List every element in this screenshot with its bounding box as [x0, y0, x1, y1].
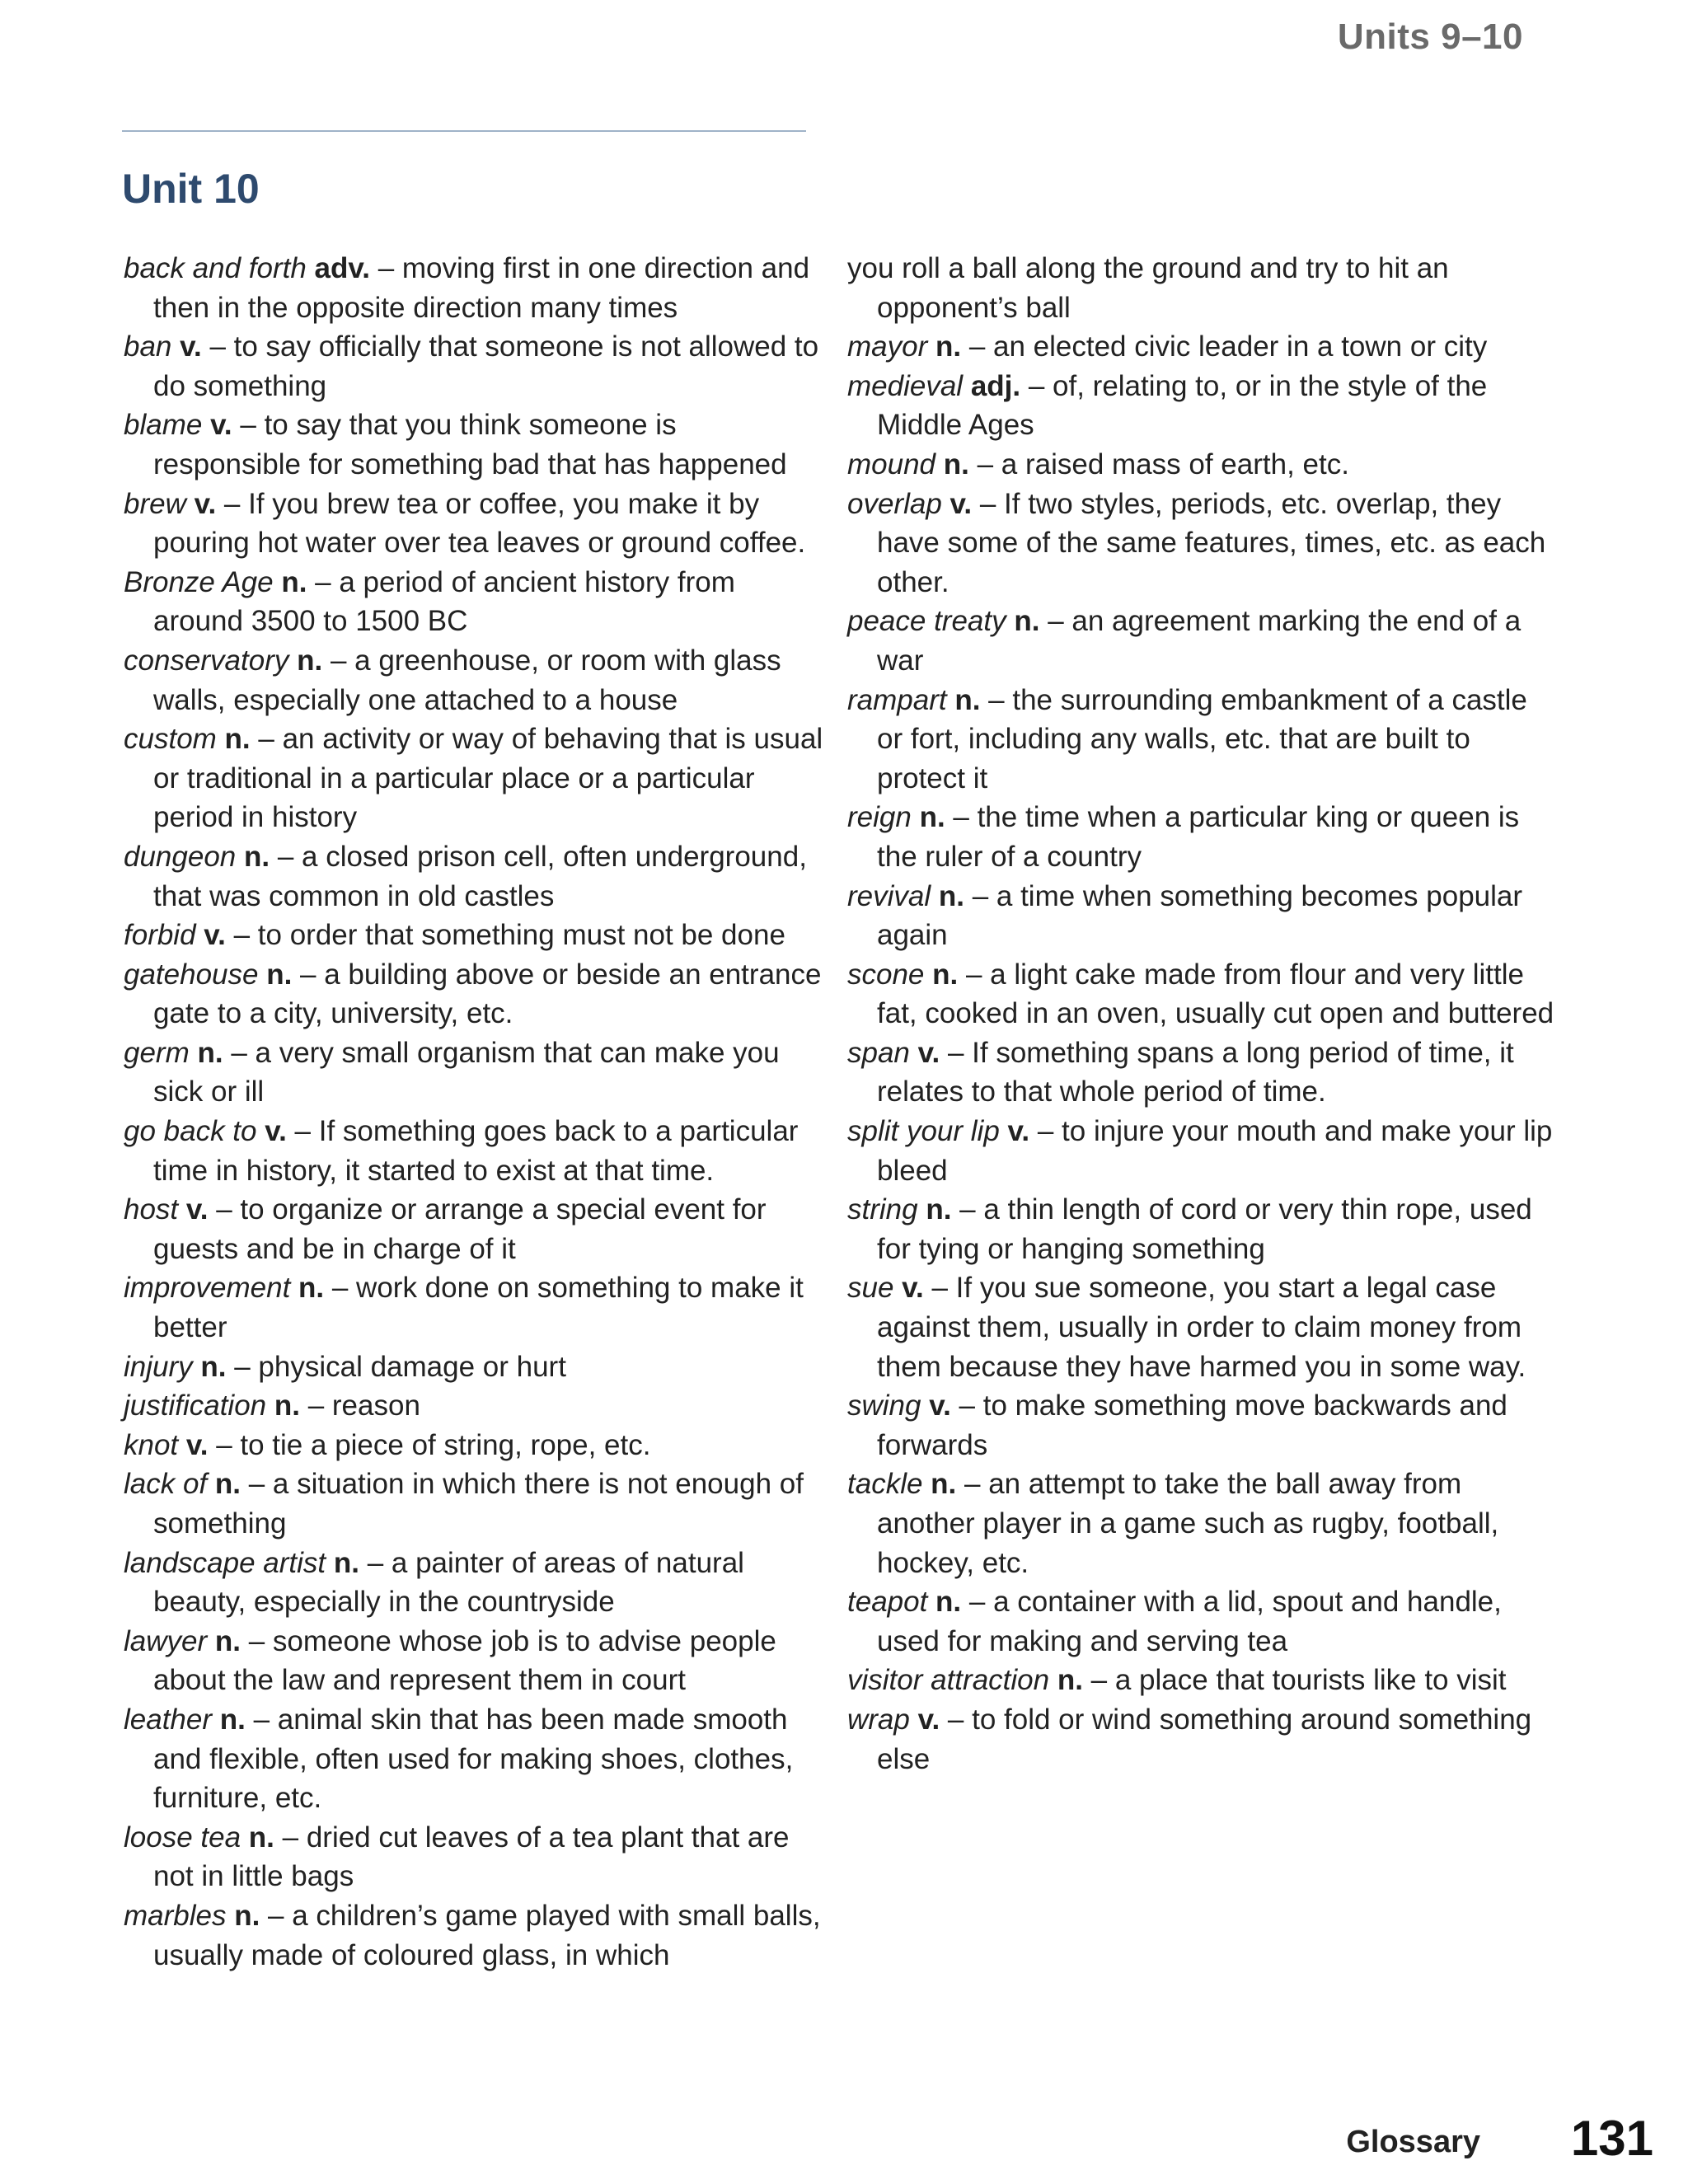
glossary-definition: – an activity or way of behaving that is usual or traditional in a particular place or a particular period in history	[153, 723, 823, 834]
glossary-term: sue	[847, 1272, 894, 1305]
glossary-entry	[847, 327, 1556, 367]
part-of-speech: n.	[219, 1703, 246, 1736]
part-of-speech: v.	[950, 487, 973, 520]
glossary-entry	[124, 1347, 824, 1387]
part-of-speech: n.	[298, 1272, 325, 1305]
glossary-term: medieval	[847, 369, 964, 402]
part-of-speech: n.	[954, 683, 981, 716]
glossary-term: go back to	[124, 1115, 257, 1148]
footer-section-label: Glossary	[1346, 2125, 1480, 2159]
glossary-term: peace treaty	[847, 605, 1006, 638]
part-of-speech: v.	[929, 1390, 951, 1422]
part-of-speech: n.	[935, 330, 962, 363]
glossary-column-right	[847, 249, 1556, 1779]
glossary-definition: – to organize or arrange a special event for guests and be in charge of it	[153, 1193, 767, 1265]
part-of-speech: n.	[200, 1350, 227, 1383]
glossary-entry	[847, 1112, 1556, 1190]
glossary-term: span	[847, 1036, 910, 1069]
glossary-term: leather	[124, 1703, 213, 1736]
part-of-speech: n.	[297, 644, 323, 677]
glossary-term: germ	[124, 1036, 190, 1069]
part-of-speech: adv.	[314, 252, 370, 284]
glossary-column-left	[124, 249, 824, 1975]
part-of-speech: adj.	[970, 369, 1021, 402]
part-of-speech: n.	[919, 801, 945, 834]
glossary-entry	[847, 1268, 1556, 1386]
glossary-definition: – dried cut leaves of a tea plant that are not in little bags	[153, 1821, 790, 1893]
glossary-term: knot	[124, 1428, 179, 1461]
glossary-term: blame	[124, 409, 203, 442]
part-of-speech: n.	[938, 879, 964, 912]
glossary-term: reign	[847, 801, 912, 834]
glossary-definition: – to say officially that someone is not allowed to do something	[153, 330, 819, 402]
part-of-speech: n.	[935, 1586, 962, 1619]
part-of-speech: n.	[931, 1468, 957, 1501]
glossary-definition: – an attempt to take the ball away from another player in a game such as rugby, football, hockey, etc.	[877, 1468, 1499, 1579]
glossary-term: ban	[124, 330, 172, 363]
unit-title: Unit 10	[122, 166, 260, 212]
glossary-term: tackle	[847, 1468, 923, 1501]
glossary-entry	[847, 1033, 1556, 1112]
part-of-speech: v.	[917, 1036, 940, 1069]
glossary-definition: – animal skin that has been made smooth and flexible, often used for making shoes, clothes, furniture, etc.	[153, 1703, 794, 1815]
glossary-term: marbles	[124, 1899, 227, 1932]
units-heading: Units 9–10	[1337, 16, 1523, 57]
glossary-definition: – a children’s game played with small balls, usually made of coloured glass, in which	[153, 1899, 821, 1971]
glossary-definition: – to tie a piece of string, rope, etc.	[208, 1428, 651, 1461]
part-of-speech: n.	[197, 1036, 223, 1069]
part-of-speech: v.	[194, 487, 217, 520]
glossary-term: revival	[847, 879, 931, 912]
glossary-term: brew	[124, 487, 186, 520]
glossary-entry	[124, 1033, 824, 1112]
glossary-definition: – a very small organism that can make you sick or ill	[153, 1036, 780, 1108]
glossary-entry	[124, 1818, 824, 1896]
glossary-definition: – a closed prison cell, often underground, that was common in old castles	[153, 840, 807, 912]
glossary-term: gatehouse	[124, 958, 259, 991]
part-of-speech: v.	[902, 1272, 924, 1305]
part-of-speech: n.	[248, 1821, 274, 1854]
glossary-term: mound	[847, 448, 936, 480]
glossary-definition: – a light cake made from flour and very little fat, cooked in an oven, usually cut open and buttered	[877, 958, 1554, 1030]
glossary-entry	[124, 837, 824, 916]
glossary-entry	[124, 1190, 824, 1268]
glossary-entry	[847, 681, 1556, 799]
glossary-definition: – the surrounding embankment of a castle or fort, including any walls, etc. that are built to protect it	[877, 683, 1527, 794]
glossary-entry	[124, 327, 824, 405]
glossary-entry	[847, 1465, 1556, 1582]
part-of-speech: n.	[281, 565, 307, 598]
glossary-definition: – moving first in one direction and then in the opposite direction many times	[153, 252, 810, 324]
glossary-entry	[847, 877, 1556, 955]
glossary-entry	[847, 485, 1556, 602]
glossary-term: overlap	[847, 487, 942, 520]
glossary-term: injury	[124, 1350, 193, 1383]
glossary-definition: – a raised mass of earth, etc.	[968, 448, 1349, 480]
glossary-definition: – physical damage or hurt	[226, 1350, 566, 1383]
glossary-term: loose tea	[124, 1821, 241, 1854]
glossary-definition: – a container with a lid, spout and handle, used for making and serving tea	[877, 1586, 1502, 1657]
glossary-definition: – to injure your mouth and make your lip bleed	[877, 1115, 1553, 1187]
glossary-term: justification	[124, 1390, 267, 1422]
glossary-term: custom	[124, 723, 217, 756]
glossary-definition: – work done on something to make it better	[153, 1272, 804, 1344]
glossary-term: string	[847, 1193, 918, 1226]
glossary-definition: – a thin length of cord or very thin rope, used for tying or hanging something	[877, 1193, 1532, 1265]
glossary-definition: – a painter of areas of natural beauty, especially in the countryside	[153, 1546, 744, 1619]
glossary-entry	[847, 445, 1556, 485]
glossary-entry	[124, 249, 824, 327]
glossary-entry	[124, 1268, 824, 1347]
part-of-speech: v.	[917, 1703, 940, 1736]
glossary-definition: – If you sue someone, you start a legal case against them, usually in order to claim money from them because they have harmed you in some way.	[877, 1272, 1526, 1383]
glossary-entry	[124, 1896, 824, 1975]
glossary-entry	[124, 563, 824, 641]
glossary-entry	[124, 405, 824, 484]
glossary-entry	[847, 955, 1556, 1033]
glossary-definition: – reason	[299, 1390, 420, 1422]
page-number: 131	[1570, 2111, 1653, 2166]
part-of-speech: v.	[265, 1115, 287, 1148]
section-divider	[122, 130, 806, 132]
glossary-entries-right	[847, 327, 1556, 1779]
part-of-speech: n.	[333, 1546, 359, 1579]
glossary-entry	[847, 1700, 1556, 1779]
glossary-definition: – of, relating to, or in the style of the Middle Ages	[877, 369, 1488, 442]
glossary-definition: – to say that you think someone is responsible for something bad that has happened	[153, 409, 787, 480]
glossary-entry	[124, 1544, 824, 1622]
part-of-speech: n.	[214, 1624, 241, 1657]
glossary-entry	[124, 1622, 824, 1700]
glossary-entry	[847, 602, 1556, 680]
glossary-definition: – to make something move backwards and forwards	[877, 1390, 1507, 1461]
part-of-speech: n.	[266, 958, 293, 991]
part-of-speech: v.	[185, 1193, 209, 1226]
glossary-definition: – to fold or wind something around something else	[877, 1703, 1532, 1775]
part-of-speech: v.	[204, 919, 226, 952]
glossary-term: conservatory	[124, 644, 289, 677]
glossary-definition: – an agreement marking the end of a war	[877, 605, 1522, 677]
part-of-speech: n.	[1014, 605, 1040, 638]
glossary-term: improvement	[124, 1272, 291, 1305]
part-of-speech: n.	[244, 840, 270, 873]
glossary-term: lack of	[124, 1468, 208, 1501]
glossary-entry	[847, 1661, 1556, 1700]
glossary-term: Bronze Age	[124, 565, 274, 598]
glossary-term: swing	[847, 1390, 921, 1422]
glossary-entry	[847, 1582, 1556, 1661]
glossary-term: rampart	[847, 683, 947, 716]
part-of-speech: n.	[932, 958, 959, 991]
part-of-speech: v.	[180, 330, 202, 363]
part-of-speech: v.	[1007, 1115, 1030, 1148]
glossary-term: teapot	[847, 1586, 928, 1619]
glossary-definition: – If you brew tea or coffee, you make it by pouring hot water over tea leaves or ground coffee.	[153, 487, 806, 560]
glossary-entry	[847, 798, 1556, 876]
glossary-term: forbid	[124, 919, 196, 952]
part-of-speech: n.	[1057, 1664, 1083, 1697]
glossary-definition: – If something spans a long period of time, it relates to that whole period of time.	[877, 1036, 1514, 1108]
glossary-entry-continuation: you roll a ball along the ground and try to hit an opponent’s ball	[847, 252, 1449, 324]
part-of-speech: n.	[224, 723, 251, 756]
glossary-definition: – If something goes back to a particular time in history, it started to exist at that time.	[153, 1115, 799, 1187]
glossary-entry	[124, 485, 824, 563]
glossary-definition: – a greenhouse, or room with glass walls, especially one attached to a house	[153, 644, 781, 716]
part-of-speech: n.	[943, 448, 969, 480]
part-of-speech: v.	[210, 409, 232, 442]
part-of-speech: n.	[274, 1390, 300, 1422]
glossary-definition: – to order that something must not be done	[225, 919, 785, 952]
part-of-speech: v.	[185, 1428, 209, 1461]
glossary-term: dungeon	[124, 840, 237, 873]
glossary-term: landscape artist	[124, 1546, 326, 1579]
glossary-definition: – an elected civic leader in a town or city	[961, 330, 1488, 363]
glossary-entry	[124, 1386, 824, 1426]
glossary-term: back and forth	[124, 252, 307, 284]
glossary-entry	[124, 955, 824, 1033]
glossary-definition: – a place that tourists like to visit	[1082, 1664, 1507, 1697]
glossary-definition: – a building above or beside an entrance gate to a city, university, etc.	[153, 958, 822, 1030]
glossary-definition: – the time when a particular king or queen is the ruler of a country	[877, 801, 1520, 873]
glossary-definition: – If two styles, periods, etc. overlap, they have some of the same features, times, etc. as each other.	[877, 487, 1546, 598]
part-of-speech: n.	[214, 1468, 241, 1501]
glossary-definition: – a period of ancient history from around 3500 to 1500 BC	[153, 565, 735, 638]
glossary-term: mayor	[847, 330, 928, 363]
glossary-term: lawyer	[124, 1624, 208, 1657]
glossary-definition: – a situation in which there is not enough of something	[153, 1468, 804, 1540]
glossary-entry	[847, 367, 1556, 445]
glossary-entry	[847, 1386, 1556, 1465]
glossary-entry	[124, 719, 824, 837]
glossary-term: host	[124, 1193, 179, 1226]
glossary-entry	[124, 1465, 824, 1543]
glossary-definition: – a time when something becomes popular again	[877, 879, 1523, 952]
glossary-entry	[847, 1190, 1556, 1268]
glossary-entry	[124, 1700, 824, 1818]
glossary-definition: – someone whose job is to advise people about the law and represent them in court	[153, 1624, 776, 1697]
part-of-speech: n.	[926, 1193, 952, 1226]
glossary-term: split your lip	[847, 1115, 1000, 1148]
glossary-entry	[124, 641, 824, 719]
part-of-speech: n.	[234, 1899, 260, 1932]
glossary-term: visitor attraction	[847, 1664, 1050, 1697]
glossary-entry	[124, 1426, 824, 1465]
glossary-entry	[124, 1112, 824, 1190]
glossary-term: wrap	[847, 1703, 910, 1736]
glossary-term: scone	[847, 958, 925, 991]
glossary-entry	[124, 916, 824, 955]
